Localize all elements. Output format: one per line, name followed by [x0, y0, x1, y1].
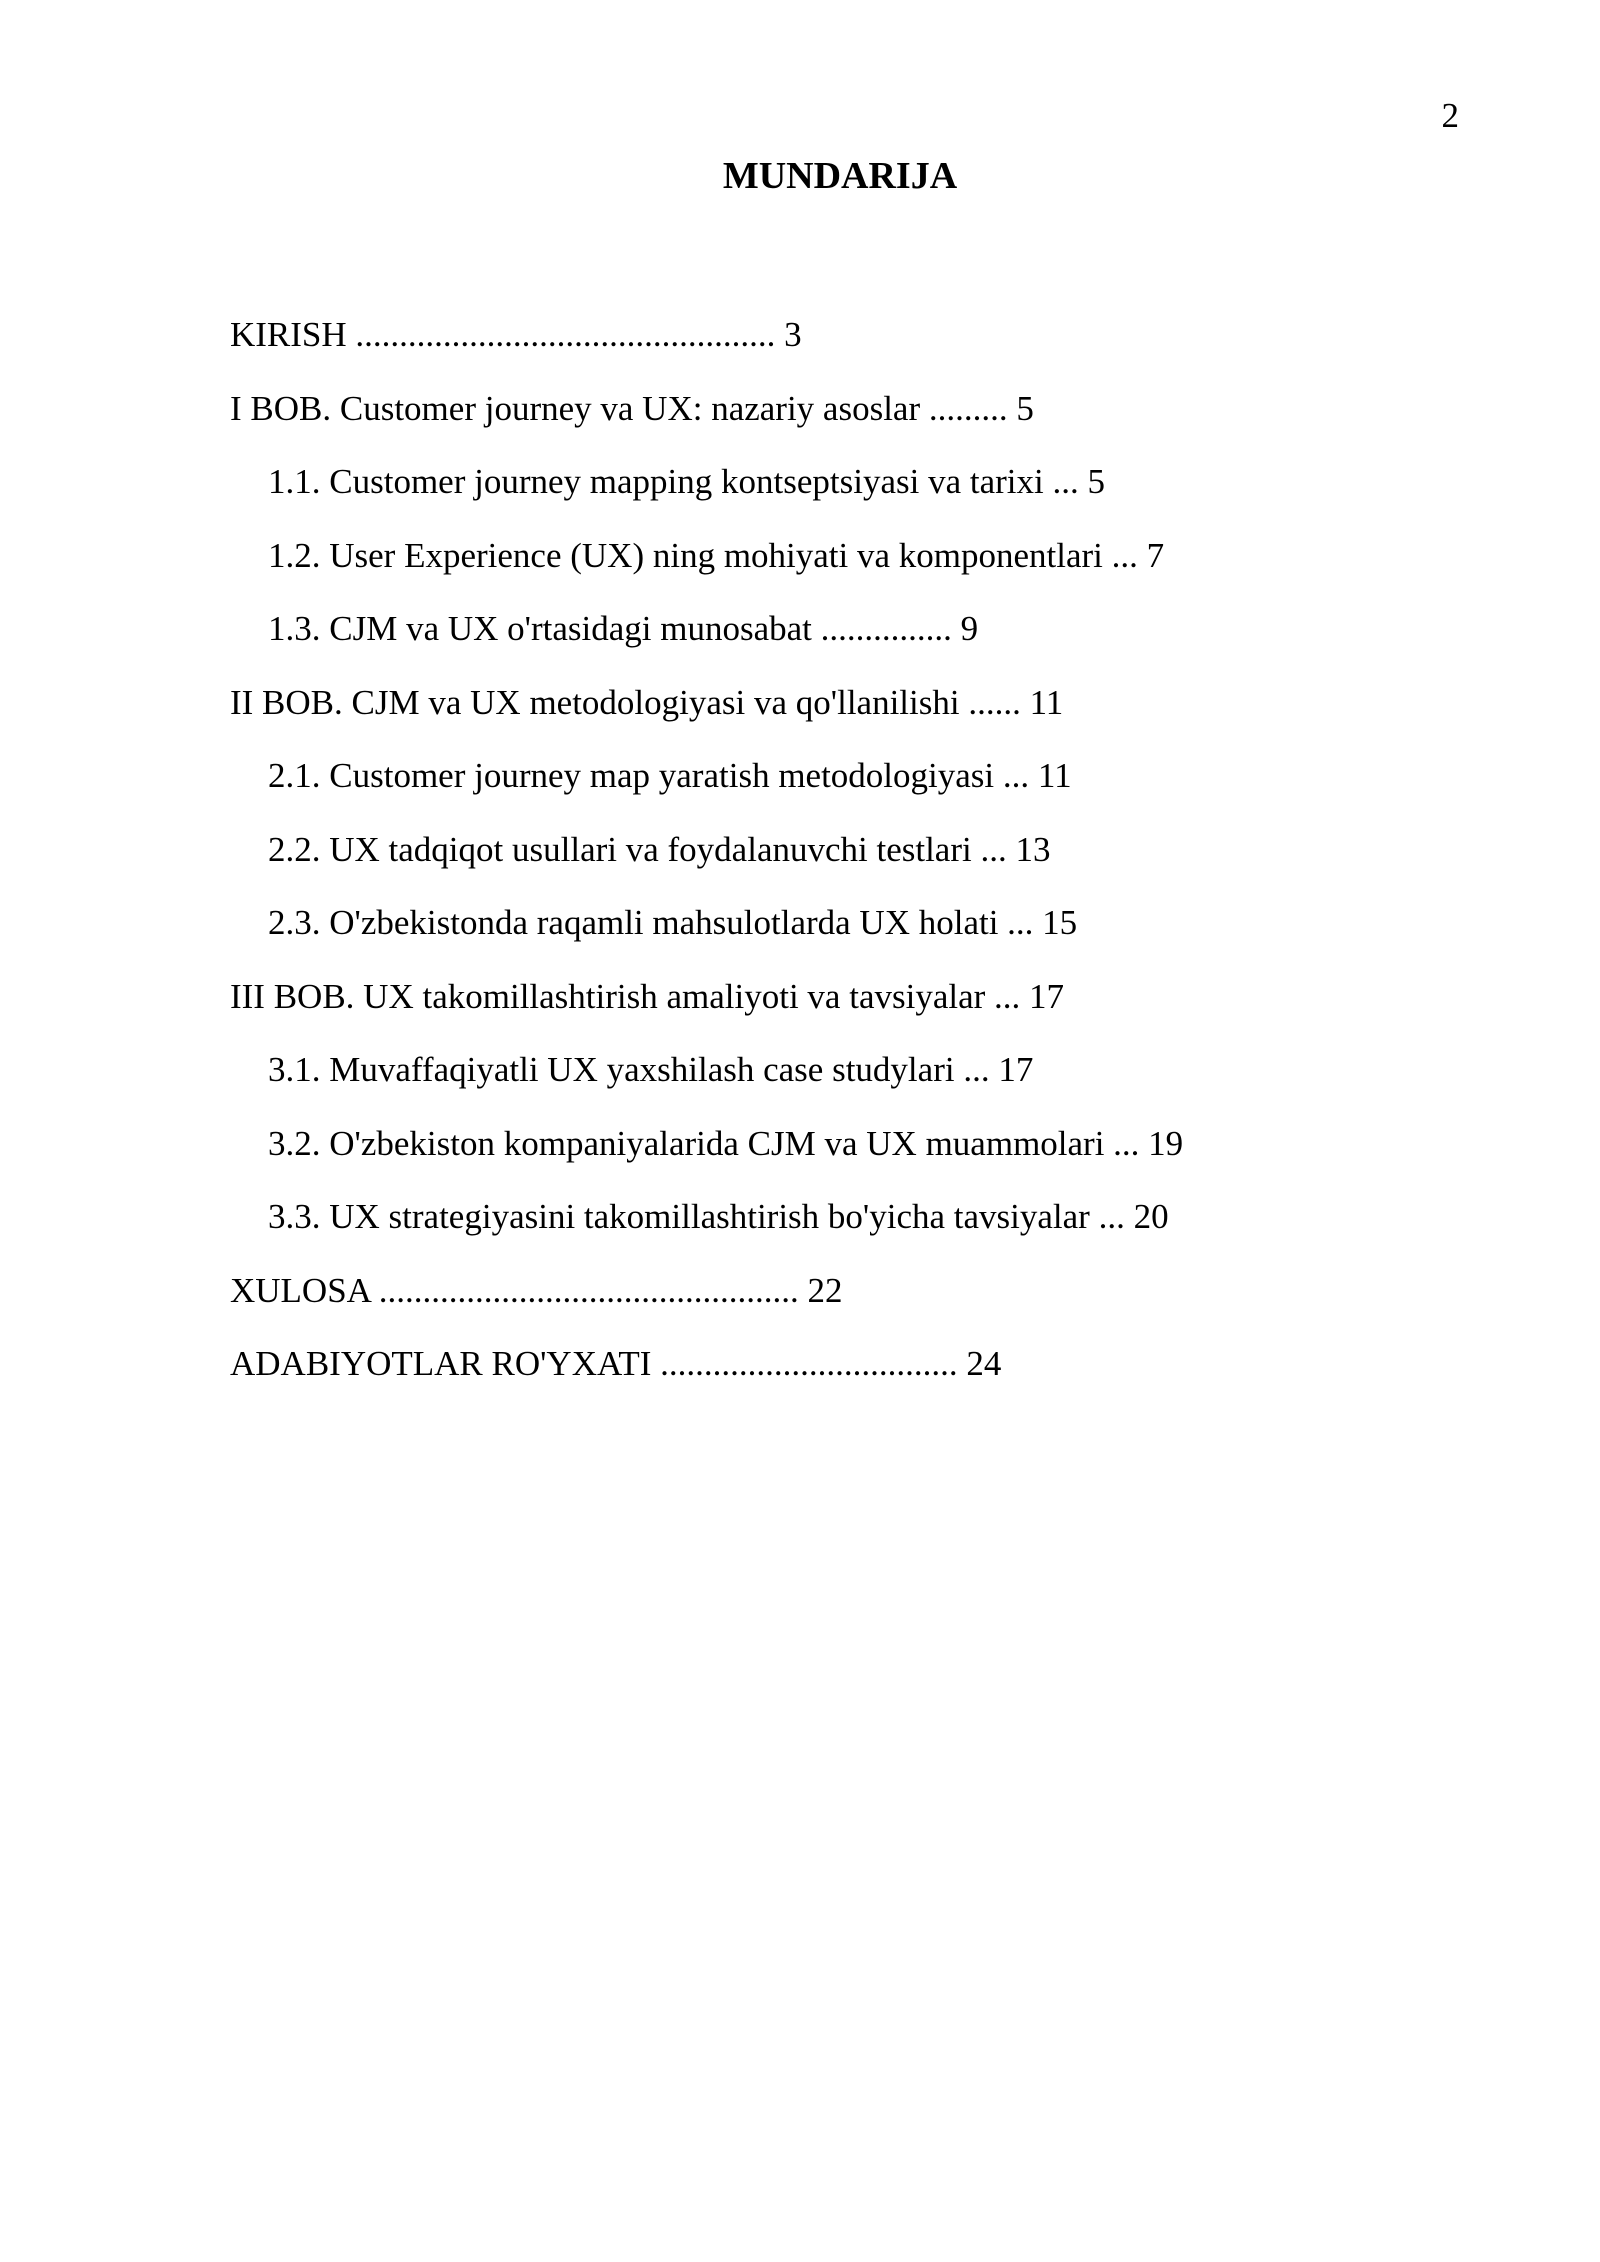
- toc-entry-chapter-2: II BOB. CJM va UX metodologiyasi va qo'llanilishi ...... 11: [230, 682, 1064, 722]
- toc-entry-section-2-3: 2.3. O'zbekistonda raqamli mahsulotlarda UX holati ... 15: [268, 903, 1078, 942]
- toc-entry-kirish: KIRISH ................................................ 3: [230, 315, 802, 354]
- toc-entry-xulosa: XULOSA ................................................ 22: [230, 1270, 843, 1310]
- toc-entry-section-2-2: 2.2. UX tadqiqot usullari va foydalanuvchi testlari ... 13: [268, 829, 1051, 869]
- toc-entry-section-1-3: 1.3. CJM va UX o'rtasidagi munosabat ............... 9: [268, 609, 979, 648]
- toc-entry-section-2-1: 2.1. Customer journey map yaratish metodologiyasi ... 11: [268, 756, 1072, 795]
- toc-entry-section-3-1: 3.1. Muvaffaqiyatli UX yaxshilash case studylari ... 17: [268, 1050, 1034, 1089]
- toc-entry-bibliography: ADABIYOTLAR RO'YXATI .................................. 24: [230, 1344, 1002, 1383]
- toc-title: MUNDARIJA: [722, 155, 958, 197]
- table-of-contents: [230, 298, 1183, 1401]
- page-number: 2: [1441, 96, 1459, 135]
- toc-entry-section-1-2: 1.2. User Experience (UX) ning mohiyati va komponentlari ... 7: [268, 535, 1165, 575]
- toc-entry-section-3-3: 3.3. UX strategiyasini takomillashtirish bo'yicha tavsiyalar ... 20: [268, 1197, 1169, 1236]
- toc-entry-section-3-2: 3.2. O'zbekiston kompaniyalarida CJM va UX muammolari ... 19: [268, 1123, 1184, 1163]
- toc-entry-section-1-1: 1.1. Customer journey mapping kontseptsiyasi va tarixi ... 5: [268, 462, 1105, 501]
- toc-entry-chapter-1: I BOB. Customer journey va UX: nazariy asoslar ......... 5: [230, 388, 1034, 428]
- toc-entry-chapter-3: III BOB. UX takomillashtirish amaliyoti va tavsiyalar ... 17: [230, 976, 1065, 1016]
